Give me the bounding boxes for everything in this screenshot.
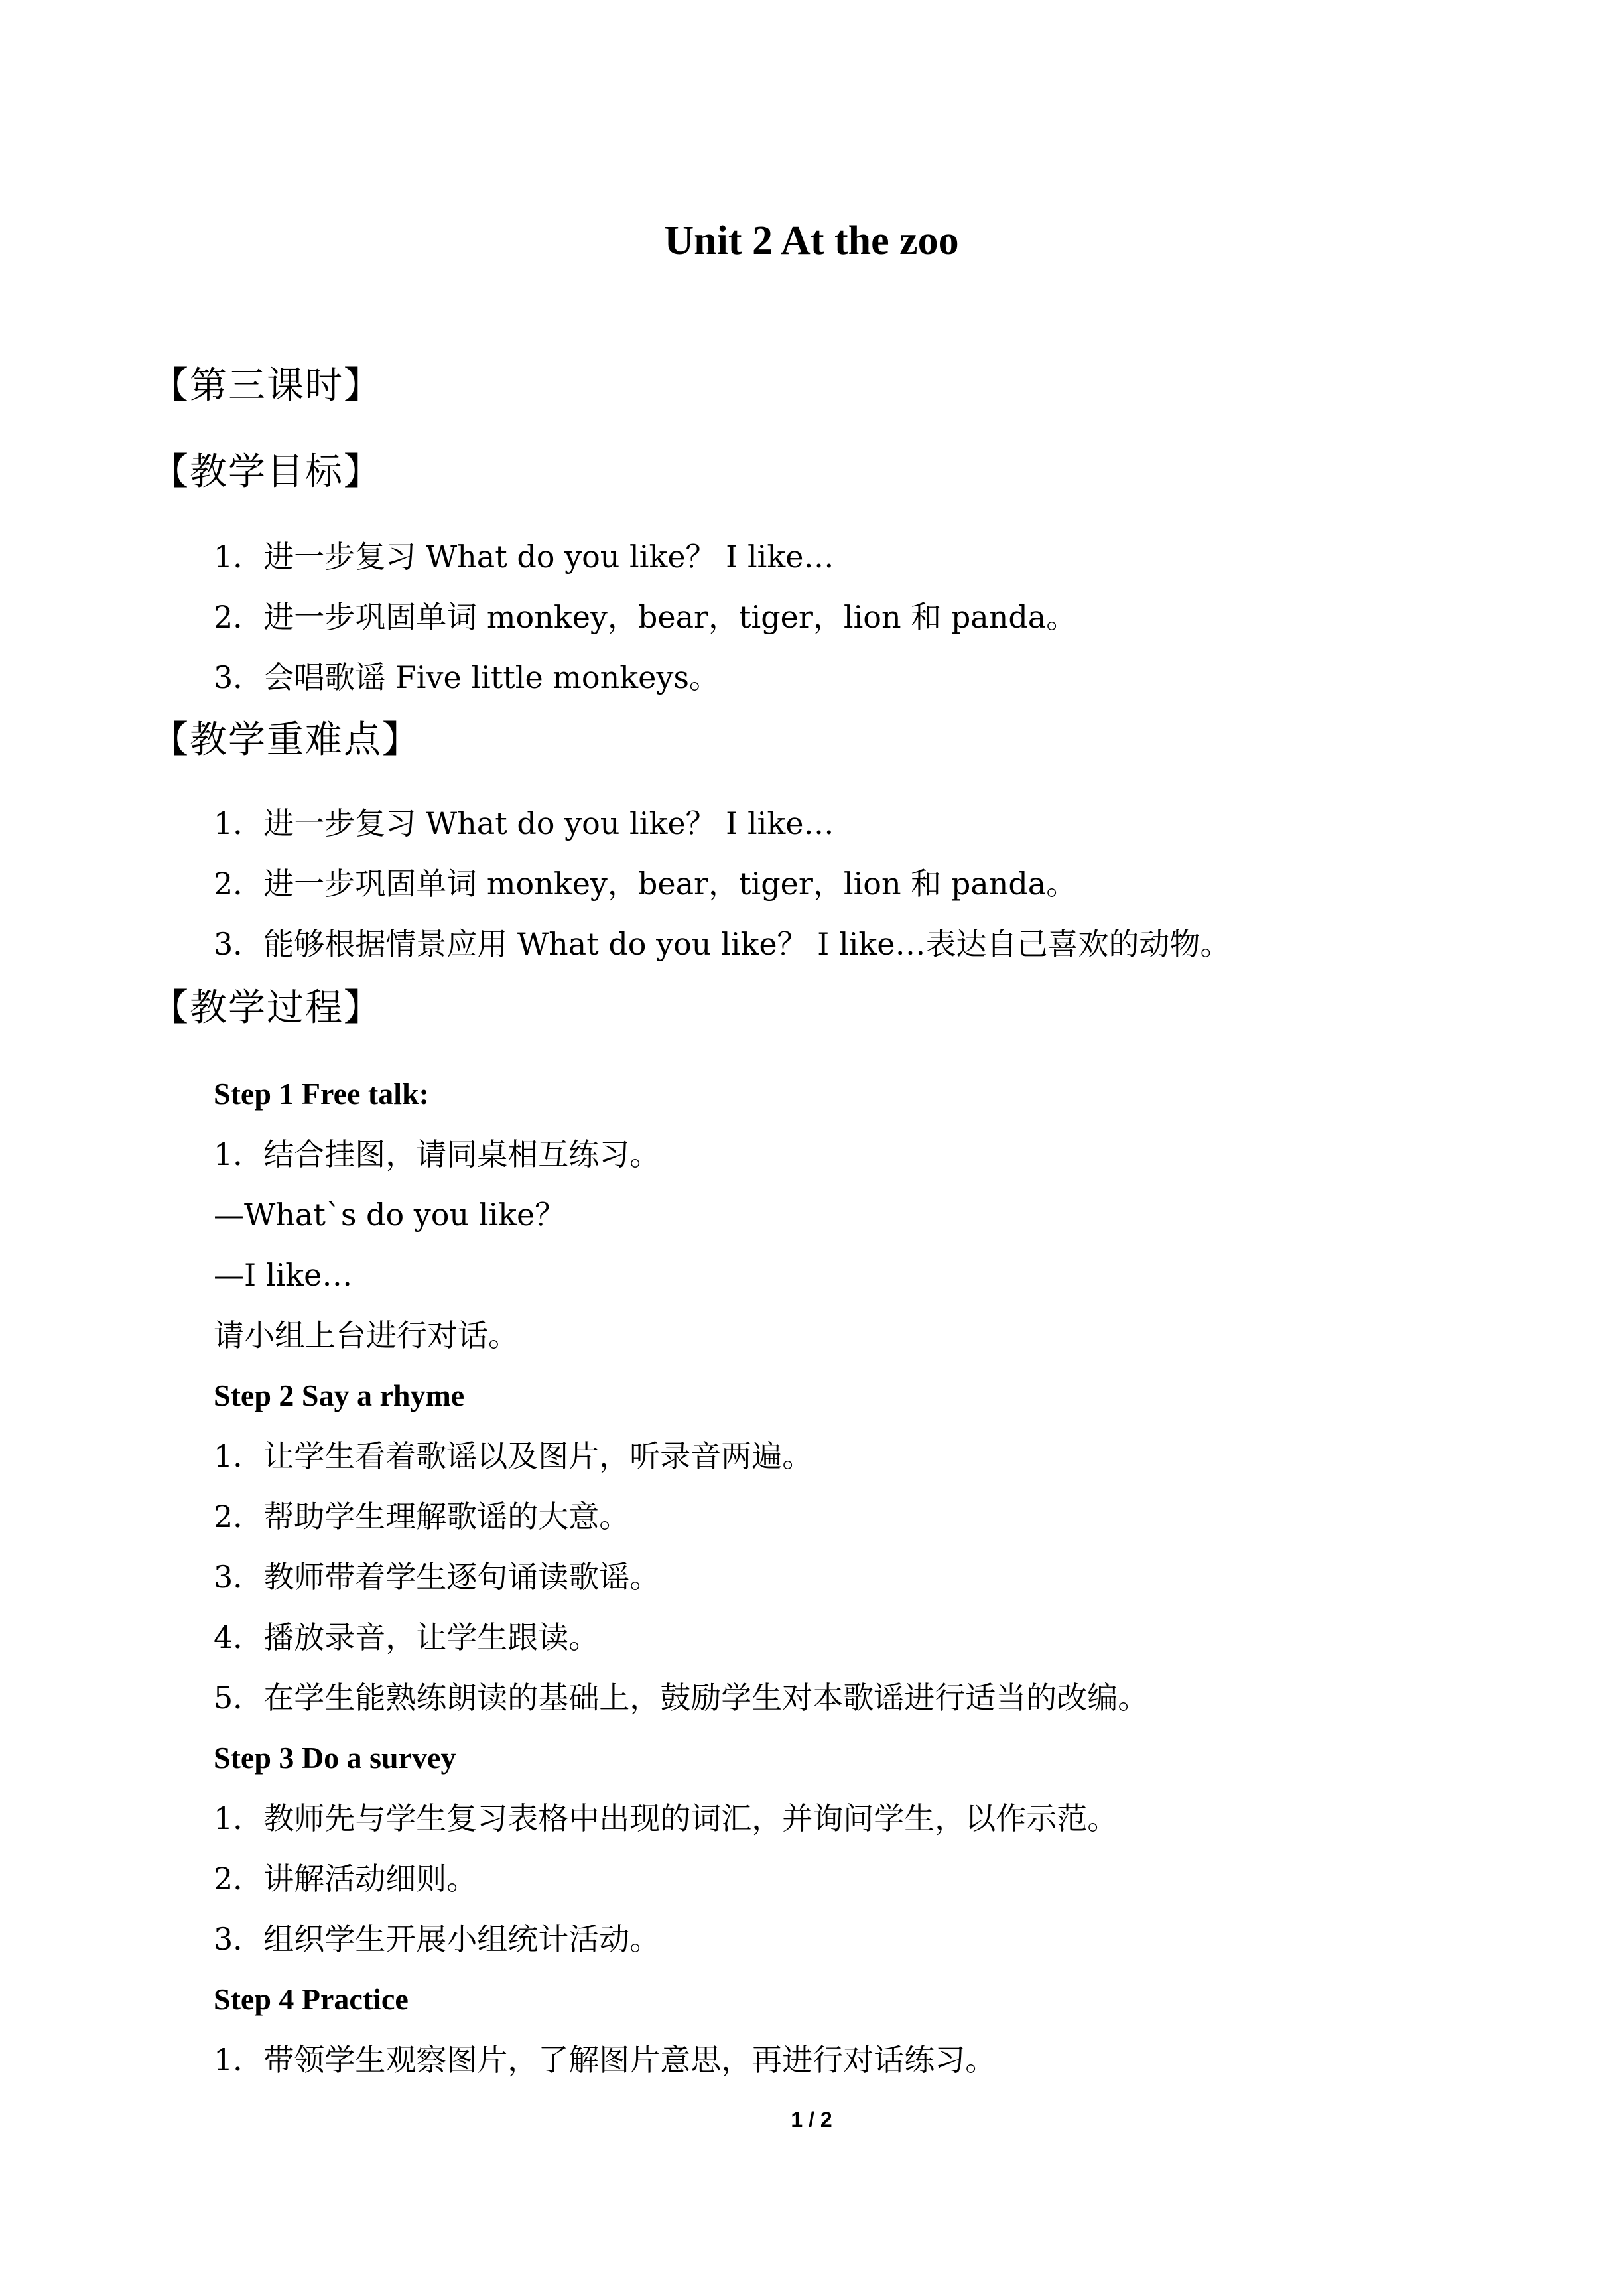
step3-title: Step 3 Do a survey [214,1741,456,1775]
step4-title: Step 4 Practice [214,1982,409,2016]
lesson-heading: 【第三课时】 [151,364,382,407]
step1-line-4: 请小组上台进行对话。 [214,1317,519,1353]
key-points-heading: 【教学重难点】 [151,718,421,762]
step1-line-3: —I like… [214,1257,353,1293]
key-point-item-2: 2．进一步巩固单词 monkey，bear，tiger，lion 和 panda。 [214,866,1077,902]
process-heading: 【教学过程】 [151,986,382,1030]
page-number: 1 / 2 [791,2108,832,2131]
step1-line-1: 1．结合挂图，请同桌相互练习。 [214,1136,661,1172]
objective-item-2: 2．进一步巩固单词 monkey，bear，tiger，lion 和 panda。 [214,599,1077,635]
step2-line-3: 3．教师带着学生逐句诵读歌谣。 [214,1559,661,1595]
step3-line-1: 1．教师先与学生复习表格中出现的词汇，并询问学生，以作示范。 [214,1800,1118,1836]
objectives-heading: 【教学目标】 [151,450,382,494]
step3-line-2: 2．讲解活动细则。 [214,1861,478,1897]
step2-line-5: 5．在学生能熟练朗读的基础上，鼓励学生对本歌谣进行适当的改编。 [214,1680,1149,1716]
step2-title: Step 2 Say a rhyme [214,1379,465,1412]
step4-line-1: 1．带领学生观察图片，了解图片意思，再进行对话练习。 [214,2042,996,2078]
key-point-item-1: 1．进一步复习 What do you like？ I like… [214,805,834,841]
key-point-item-3: 3．能够根据情景应用 What do you like？ I like…表达自己喜欢的动物。 [214,926,1231,962]
step1-title: Step 1 Free talk: [214,1077,429,1111]
step1-line-2: —What`s do you like？ [214,1197,566,1233]
page-title: Unit 2 At the zoo [664,218,959,263]
step2-line-4: 4．播放录音，让学生跟读。 [214,1619,600,1655]
objective-item-3: 3．会唱歌谣 Five little monkeys。 [214,659,720,695]
step2-line-2: 2．帮助学生理解歌谣的大意。 [214,1499,630,1534]
step3-line-3: 3．组织学生开展小组统计活动。 [214,1921,661,1957]
objective-item-1: 1．进一步复习 What do you like？ I like… [214,539,834,574]
step2-line-1: 1．让学生看着歌谣以及图片，听录音两遍。 [214,1438,813,1474]
